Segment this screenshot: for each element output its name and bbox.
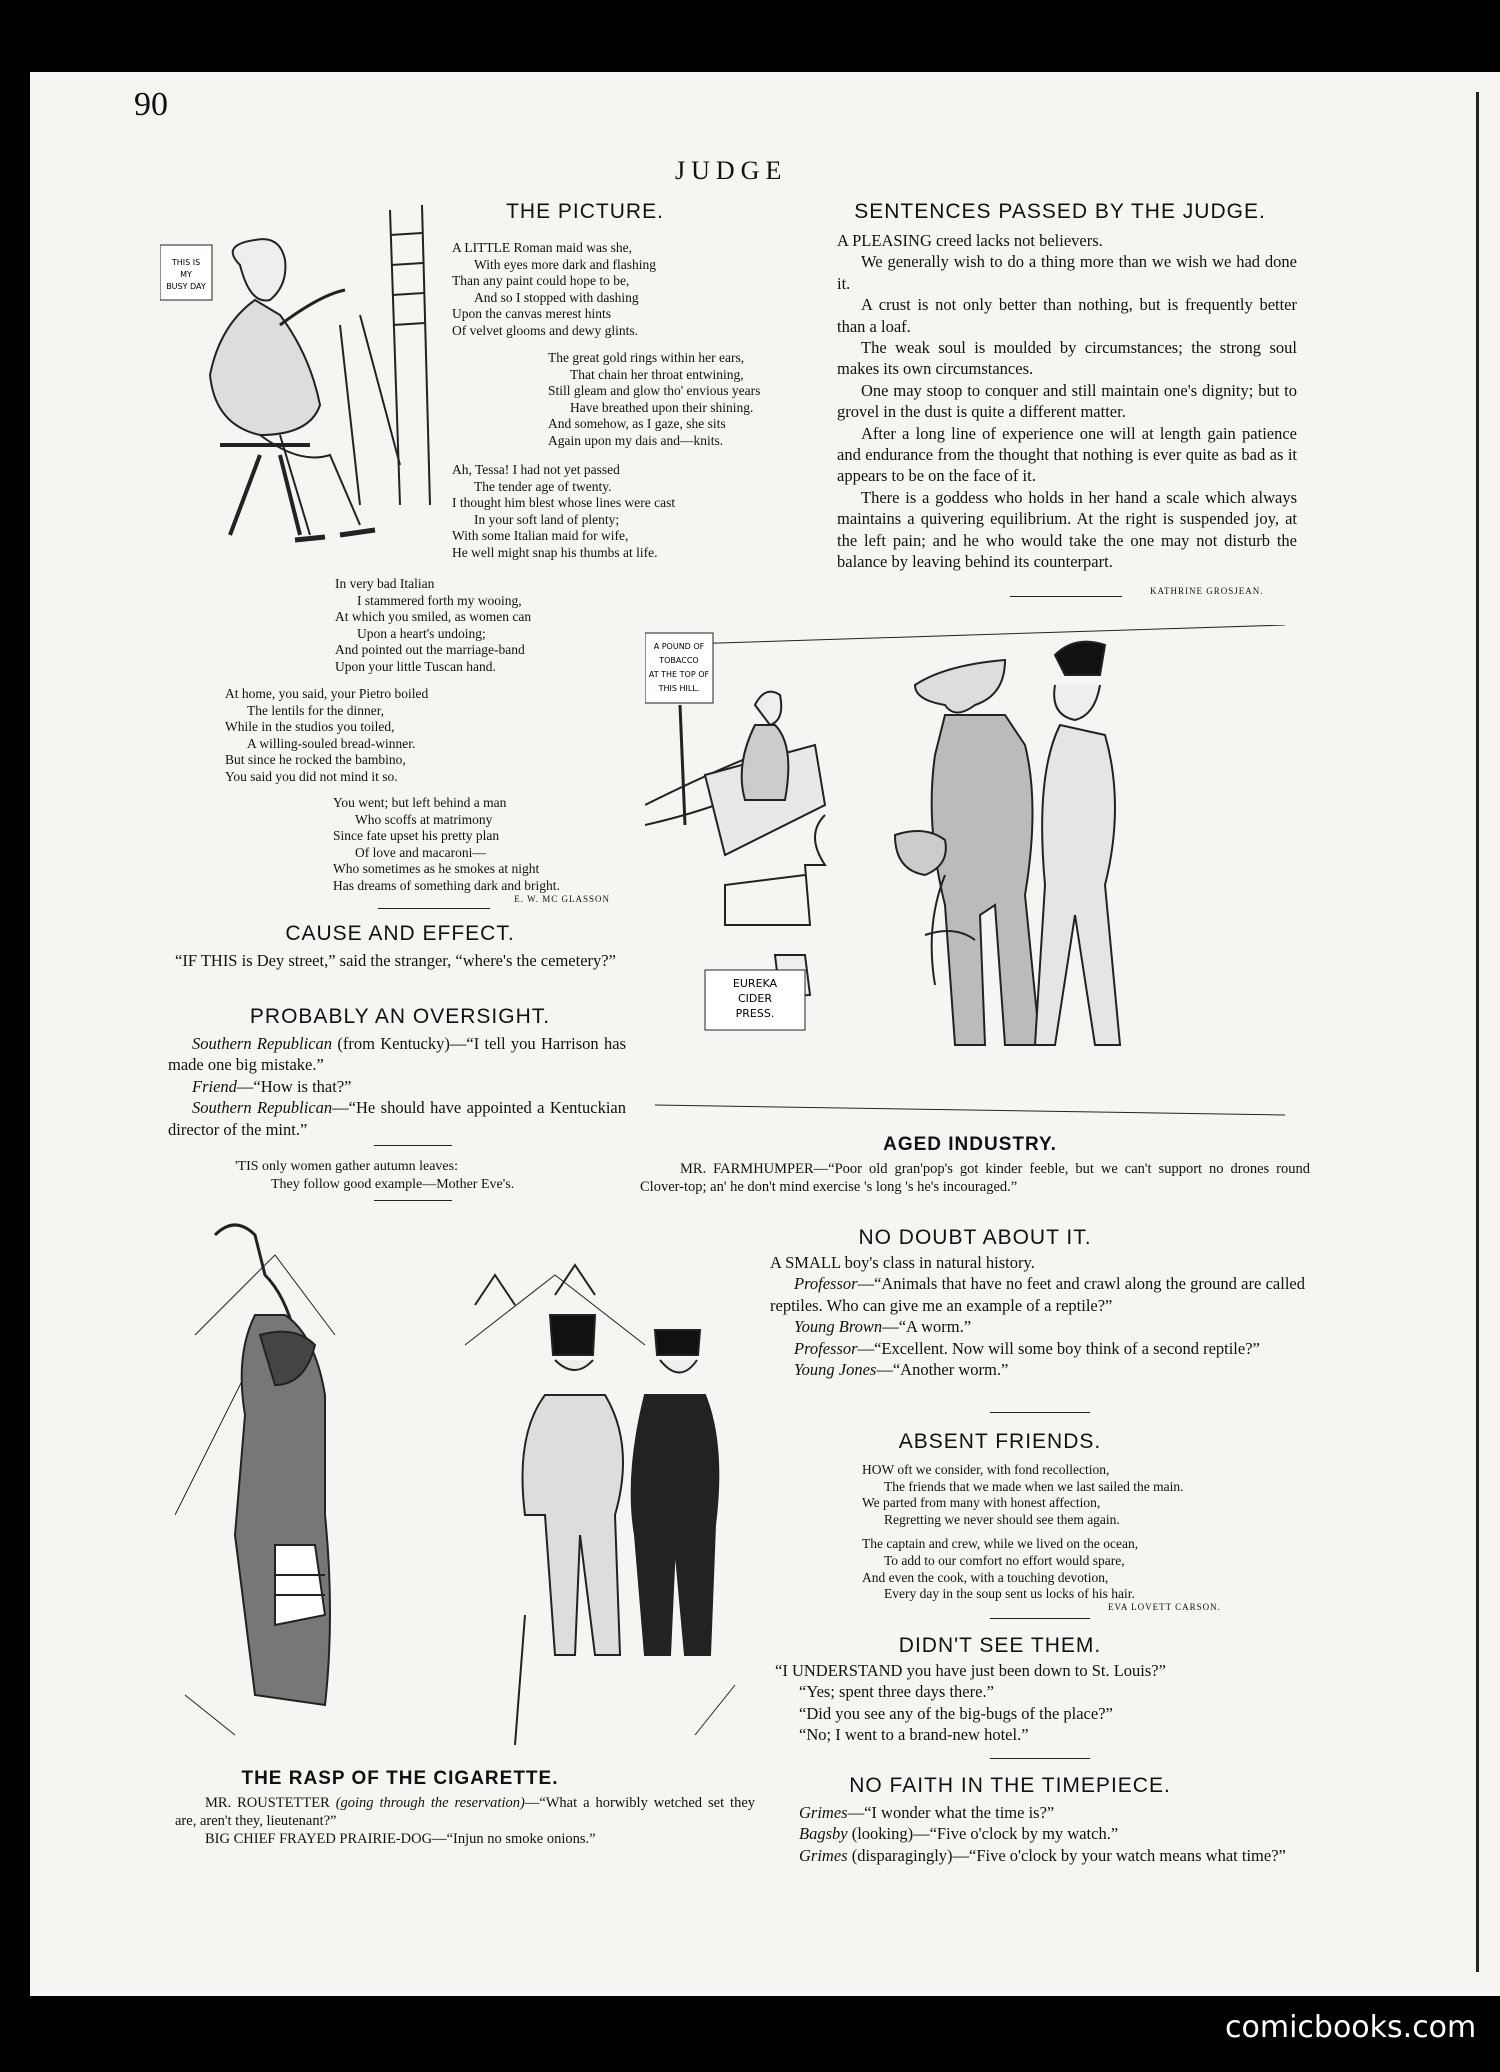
- picture-title: THE PICTURE.: [506, 200, 664, 223]
- poem-line: Of velvet glooms and dewy glints.: [452, 322, 638, 338]
- rasp-dialogue: [175, 1794, 755, 1848]
- speaker: Friend: [192, 1076, 237, 1096]
- sign-line-1: THIS IS: [171, 258, 201, 267]
- dialogue: (from Kentucky)—“I tell you Harrison has made one big mistake.”: [168, 1034, 626, 1075]
- facing-page-edge: [1466, 72, 1500, 1996]
- poem-line: And even the cook, with a touching devotion,: [862, 1569, 1109, 1585]
- dialogue: —“Another worm.”: [876, 1360, 1009, 1380]
- sentences-body: [837, 230, 1297, 573]
- dialogue: —“Injun no smoke onions.”: [432, 1831, 596, 1847]
- poem-line: Again upon my dais and—knits.: [548, 432, 724, 448]
- dialogue: “No; I went to a brand-new hotel.”: [799, 1725, 1029, 1745]
- poem-line: Ah, Tessa! I had not yet passed: [452, 462, 620, 477]
- cause-text: “IF THIS is Dey street,” said the stranger, “where's the cemetery?”: [175, 951, 616, 970]
- dialogue: —“I wonder what the time is?”: [847, 1803, 1055, 1822]
- press-line-3: PRESS.: [735, 1007, 775, 1020]
- picture-stanza-1: [452, 240, 782, 340]
- didnt-body: [775, 1660, 1295, 1746]
- picture-stanza-3: [452, 462, 782, 562]
- cause-title: CAUSE AND EFFECT.: [285, 922, 515, 945]
- poem-line: Who scoffs at matrimony: [355, 811, 493, 827]
- picture-stanza-5: [225, 686, 525, 786]
- poem-line: Upon the canvas merest hints: [452, 306, 611, 322]
- dialogue: —“He should have appointed a Kentuckian director of the mint.”: [168, 1098, 626, 1139]
- press-line-1: EUREKA: [732, 977, 778, 990]
- faith-title: NO FAITH IN THE TIMEPIECE.: [849, 1774, 1171, 1797]
- stage-direction: (going through the reservation): [335, 1795, 525, 1811]
- page-number: 90: [134, 86, 168, 123]
- speaker: Young Jones: [794, 1360, 877, 1380]
- dialogue: —“A worm.”: [882, 1317, 972, 1337]
- masthead: JUDGE: [675, 156, 788, 185]
- sentence: We generally wish to do a thing more than we wish we had done it.: [837, 252, 1297, 293]
- poem-line: A LITTLE Roman maid was she,: [452, 240, 632, 255]
- sentence: A PLEASING creed lacks not believers.: [837, 231, 1103, 250]
- sentences-author: KATHRINE GROSJEAN.: [1150, 586, 1264, 596]
- press-line-2: CIDER: [738, 992, 772, 1005]
- autumn-verse: [235, 1158, 595, 1194]
- poem-line: With some Italian maid for wife,: [452, 528, 629, 544]
- dialogue: “Did you see any of the big-bugs of the place?”: [799, 1703, 1113, 1723]
- poem-line: Has dreams of something dark and bright.: [333, 877, 560, 893]
- oversight-title: PROBABLY AN OVERSIGHT.: [249, 1005, 551, 1028]
- sentence: The weak soul is moulded by circumstances; the strong soul makes its own circumstances.: [837, 338, 1297, 379]
- oversight-body: [168, 1033, 626, 1140]
- absent-poem: [862, 1462, 1282, 1603]
- picture-stanza-6: [333, 795, 633, 895]
- absent-author: EVA LOVETT CARSON.: [1108, 1602, 1221, 1612]
- poem-line: Upon a heart's undoing;: [357, 625, 486, 641]
- speaker: BIG CHIEF FRAYED PRAIRIE-DOG: [205, 1831, 433, 1847]
- poem-line: And somehow, as I gaze, she sits: [548, 416, 726, 432]
- site-watermark: comicbooks.com: [1225, 2010, 1477, 2045]
- poem-line: The great gold rings within her ears,: [548, 350, 745, 365]
- poem-line: But since he rocked the bambino,: [225, 752, 406, 768]
- sentence: One may stoop to conquer and still maintain one's dignity; but to grovel in the dust is quite a different matter.: [837, 380, 1297, 422]
- sign-line-4: THIS HILL.: [658, 684, 700, 693]
- speaker: Professor: [794, 1274, 858, 1294]
- poem-line: That chain her throat entwining,: [570, 366, 744, 382]
- poem-line: With eyes more dark and flashing: [474, 256, 657, 272]
- rasp-caption: THE RASP OF THE CIGARETTE.: [241, 1768, 559, 1789]
- poem-line: You went; but left behind a man: [333, 795, 507, 810]
- dialogue: “Yes; spent three days there.”: [799, 1682, 994, 1702]
- poem-line: And so I stopped with dashing: [474, 289, 639, 305]
- speaker: Southern Republican: [192, 1098, 333, 1118]
- poem-line: Who sometimes as he smokes at night: [333, 861, 540, 877]
- dialogue: (looking)—“Five o'clock by my watch.”: [847, 1824, 1119, 1844]
- dialogue: —“Excellent. Now will some boy think of a second reptile?”: [857, 1338, 1260, 1358]
- sentence: After a long line of experience one will at length gain patience and endurance from the thought that nothing is ever quite as bad as it appears to be on the face of it.: [837, 423, 1297, 486]
- poem-line: The friends that we made when we last sailed the main.: [884, 1478, 1184, 1494]
- poem-line: While in the studios you toiled,: [225, 719, 395, 735]
- poem-line: Still gleam and glow tho' envious years: [548, 383, 761, 399]
- dialogue: —“How is that?”: [236, 1076, 352, 1096]
- poem-line: Have breathed upon their shining.: [570, 399, 754, 415]
- absent-title: ABSENT FRIENDS.: [898, 1430, 1102, 1453]
- poem-line: Since fate upset his pretty plan: [333, 828, 500, 844]
- speaker: MR. ROUSTETTER: [205, 1795, 330, 1811]
- aged-caption: AGED INDUSTRY.: [883, 1134, 1057, 1155]
- speaker: Bagsby: [799, 1824, 848, 1844]
- speaker: Southern Republican: [192, 1034, 333, 1053]
- dialogue: (disparagingly)—“Five o'clock by your watch means what time?”: [847, 1845, 1286, 1865]
- poem-line: At which you smiled, as women can: [335, 609, 532, 625]
- painter-illustration: [160, 205, 445, 560]
- poem-line: In your soft land of plenty;: [474, 511, 620, 527]
- sentence: There is a goddess who holds in her hand a scale which always maintains a quivering equilibrium. At the right is suspended joy, at the left pain; and he who would take the one may not disturb the balance by leaving behind its counterpart.: [837, 487, 1297, 572]
- faith-body: [775, 1802, 1305, 1866]
- speaker: Young Brown: [794, 1317, 883, 1337]
- sentence: A crust is not only better than nothing, but is frequently better than a loaf.: [837, 295, 1297, 336]
- paragraph: A SMALL boy's class in natural history.: [770, 1253, 1035, 1272]
- speaker: Grimes: [799, 1803, 848, 1822]
- poem-line: You said you did not mind it so.: [225, 768, 398, 784]
- speaker: Professor: [794, 1338, 858, 1358]
- dialogue: “I UNDERSTAND you have just been down to St. Louis?”: [775, 1661, 1166, 1680]
- aged-industry-illustration: [645, 625, 1300, 1130]
- poem-line: A willing-souled bread-winner.: [247, 735, 416, 751]
- didnt-title: DIDN'T SEE THEM.: [898, 1634, 1102, 1657]
- poem-line: HOW oft we consider, with fond recollection,: [862, 1462, 1110, 1477]
- picture-stanza-4: [335, 576, 635, 676]
- poem-line: He well might snap his thumbs at life.: [452, 544, 658, 560]
- poem-line: In very bad Italian: [335, 576, 435, 591]
- poem-line: Regretting we never should see them again.: [884, 1511, 1120, 1527]
- poem-line: I stammered forth my wooing,: [357, 592, 522, 608]
- autumn-line-1: 'TIS only women gather autumn leaves:: [235, 1159, 458, 1174]
- poem-line: And pointed out the marriage-band: [335, 642, 525, 658]
- poem-line: To add to our comfort no effort would spare,: [884, 1552, 1125, 1568]
- sign-line-2: MY: [180, 270, 192, 279]
- poem-line: We parted from many with honest affection,: [862, 1495, 1101, 1511]
- picture-stanza-2: [548, 350, 838, 450]
- sign-line-3: AT THE TOP OF: [648, 670, 710, 679]
- rasp-illustration: [175, 1215, 755, 1760]
- speaker: Grimes: [799, 1845, 848, 1865]
- poem-line: The tender age of twenty.: [474, 478, 612, 494]
- poem-line: Than any paint could hope to be,: [452, 273, 630, 289]
- nodoubt-title: NO DOUBT ABOUT IT.: [858, 1226, 1092, 1249]
- dialogue: —“Animals that have no feet and crawl along the ground are called reptiles. Who can give me an example of a reptile?”: [770, 1274, 1305, 1315]
- poem-line: The captain and crew, while we lived on the ocean,: [862, 1536, 1139, 1552]
- poem-line: The lentils for the dinner,: [247, 702, 385, 718]
- poem-line: At home, you said, your Pietro boiled: [225, 686, 429, 701]
- picture-author: E. W. MC GLASSON: [514, 894, 610, 904]
- dialogue: —“Poor old gran'pop's got kinder feeble, but we can't support no drones round Clover-top; an' he don't mind exercise 's long 's he's incouraged.”: [640, 1161, 1310, 1195]
- poem-line: Of love and macaroni—: [355, 844, 486, 860]
- sentences-title: SENTENCES PASSED BY THE JUDGE.: [854, 200, 1266, 223]
- dialogue: —“What a horwibly wetched set they are, aren't they, lieutenant?”: [175, 1795, 756, 1829]
- poem-line: Upon your little Tuscan hand.: [335, 658, 496, 674]
- sign-line-2: TOBACCO: [659, 656, 699, 665]
- aged-dialogue: [640, 1160, 1310, 1196]
- autumn-line-2: They follow good example—Mother Eve's.: [271, 1177, 515, 1192]
- sign-line-3: BUSY DAY: [166, 282, 206, 291]
- nodoubt-body: [770, 1252, 1305, 1380]
- sign-line-1: A POUND OF: [653, 642, 705, 651]
- speaker: MR. FARMHUMPER: [680, 1161, 814, 1177]
- poem-line: I thought him blest whose lines were cast: [452, 495, 676, 511]
- poem-line: Every day in the soup sent us locks of his hair.: [884, 1586, 1135, 1602]
